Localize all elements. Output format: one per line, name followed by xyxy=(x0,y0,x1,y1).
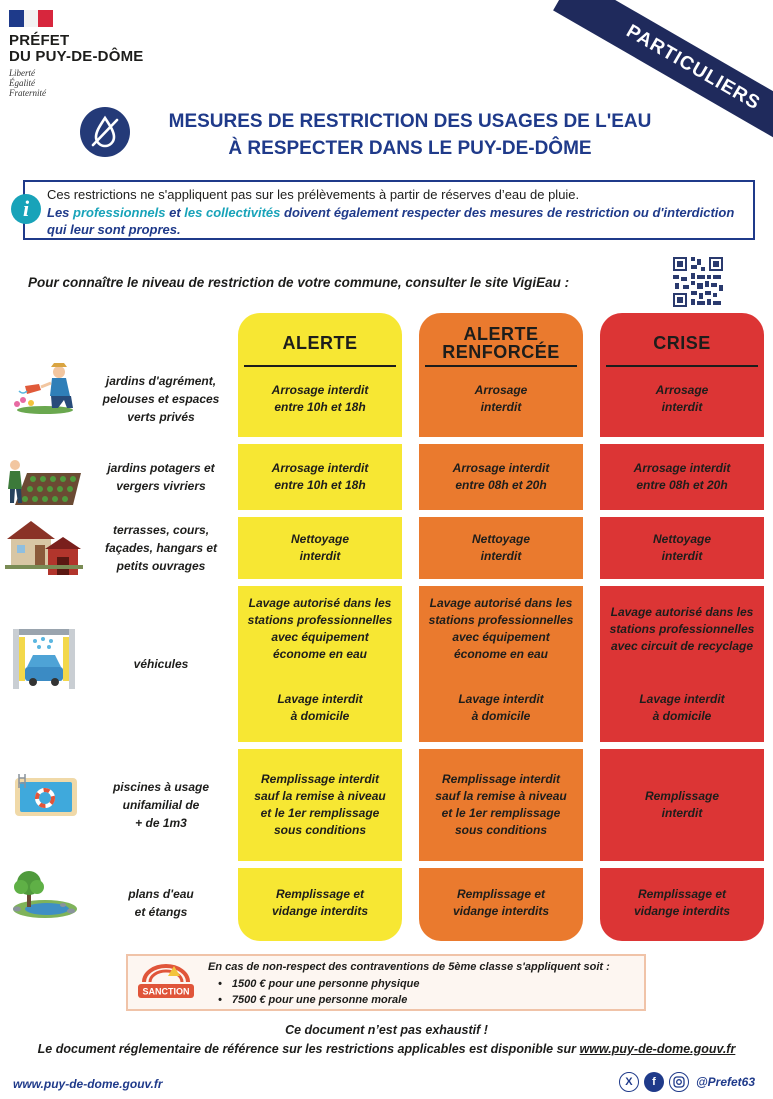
row-label-line: jardins potagers et xyxy=(107,461,215,475)
social-links xyxy=(619,1072,755,1092)
row-label-line: vergers vivriers xyxy=(116,479,206,493)
cell-renforcee-row-4-line: sauf la remise à niveau xyxy=(435,789,567,803)
cell-crise-row-2 xyxy=(600,517,764,579)
cell-crise-row-4-line: interdit xyxy=(661,806,703,820)
level-alerte-label: ALERTE xyxy=(282,333,358,353)
cell-renforcee-row-0 xyxy=(419,360,583,437)
row-label-4 xyxy=(86,749,236,861)
row-label-3 xyxy=(86,586,236,742)
cell-renforcee-row-3-home xyxy=(419,674,583,742)
cell-renforcee-row-4 xyxy=(419,749,583,861)
row-separator xyxy=(600,742,764,749)
cell-alerte-row-2-line: Nettoyage xyxy=(290,532,349,546)
cell-renforcee-row-0-line: Arrosage xyxy=(474,382,528,397)
cell-crise-row-0-line: Arrosage xyxy=(655,382,709,397)
cell-alerte-row-3-line: avec équipement xyxy=(271,630,369,644)
cell-renforcee-row-1-line: Arrosage interdit xyxy=(452,461,550,475)
cell-crise-row-0-line: interdit xyxy=(661,399,703,414)
level-crise xyxy=(600,321,764,365)
cell-alerte-row-5-line: vidange interdits xyxy=(271,904,369,918)
cell-renforcee-row-2-line: Nettoyage xyxy=(471,532,530,546)
reference-text: Le document réglementaire de référence sur les restrictions applicables est disponible sur xyxy=(37,1042,580,1056)
row-separator xyxy=(238,742,402,749)
row-label-line: façades, hangars et xyxy=(104,541,218,555)
row-label-1 xyxy=(86,444,236,510)
instagram-icon[interactable] xyxy=(669,1072,689,1092)
row-label-line: plans d'eau xyxy=(128,887,194,901)
row-separator xyxy=(419,579,583,586)
cell-crise-row-3 xyxy=(600,586,764,672)
cell-renforcee-row-3-home-line: Lavage interdit xyxy=(458,692,544,706)
row-label-line: verts privés xyxy=(127,409,195,424)
cell-renforcee-row-3-line: avec équipement xyxy=(452,630,550,644)
row-separator xyxy=(600,437,764,444)
ribbon-label: PARTICULIERS xyxy=(553,0,773,140)
cell-crise-row-2-line: Nettoyage xyxy=(652,532,711,546)
prefet-name xyxy=(9,33,169,65)
motto-fraternite: Fraternité xyxy=(9,88,46,98)
cell-alerte-row-1-line: Arrosage interdit xyxy=(271,461,369,475)
french-flag-icon xyxy=(9,10,53,27)
sanction-badge-label: SANCTION xyxy=(142,986,190,997)
vegetable-garden-icon xyxy=(5,453,83,508)
social-handle: @Prefet63 xyxy=(695,1075,755,1089)
cell-renforcee-row-4-line: Remplissage interdit xyxy=(441,772,561,786)
cell-renforcee-row-3 xyxy=(419,586,583,672)
cell-renforcee-row-5 xyxy=(419,868,583,938)
not-exhaustive-note: Ce document n’est pas exhaustif ! xyxy=(285,1023,488,1037)
cell-alerte-row-3-home-line: à domicile xyxy=(290,709,350,723)
cell-renforcee-row-3-line: Lavage autorisé dans les xyxy=(429,596,573,610)
cell-crise-row-4-line: Remplissage xyxy=(644,789,720,803)
row-separator xyxy=(238,437,402,444)
cell-crise-row-5-line: Remplissage et xyxy=(637,887,727,901)
row-label-line: véhicules xyxy=(133,657,189,671)
info-icon: i xyxy=(11,194,41,224)
title-line-1: MESURES DE RESTRICTION DES USAGES DE L'EAU xyxy=(168,111,652,132)
facebook-icon[interactable]: f xyxy=(644,1072,664,1092)
row-separator xyxy=(238,579,402,586)
title-line-2: À RESPECTER DANS LE PUY-DE-DÔME xyxy=(228,138,592,159)
prefecture-logo xyxy=(9,10,169,98)
cell-crise-row-1 xyxy=(600,444,764,510)
qr-code-icon[interactable] xyxy=(673,257,723,307)
cell-crise-row-4 xyxy=(600,749,764,861)
info-text-a: Les xyxy=(47,205,74,220)
info-box xyxy=(23,180,755,240)
gardener-icon xyxy=(5,360,83,415)
cell-renforcee-row-4-line: et le 1er remplissage xyxy=(441,806,561,820)
prefet-line-1: PRÉFET xyxy=(9,32,70,49)
cell-crise-row-3-line: Lavage autorisé dans les xyxy=(610,604,754,619)
cell-renforcee-row-1 xyxy=(419,444,583,510)
row-label-line: jardins d'agrément, xyxy=(105,373,217,388)
sanction-physical-person: • 1500 € pour une personne physique xyxy=(218,976,420,992)
cell-crise-row-3-home xyxy=(600,674,764,742)
cell-alerte-row-3 xyxy=(238,586,402,672)
cell-alerte-row-0 xyxy=(238,360,402,437)
cell-crise-row-5-line: vidange interdits xyxy=(633,904,731,918)
row-label-line: + de 1m3 xyxy=(135,816,187,830)
house-icon xyxy=(5,515,83,577)
row-separator xyxy=(419,437,583,444)
row-label-line: piscines à usage xyxy=(112,780,210,794)
motto xyxy=(9,68,169,98)
cell-alerte-row-4-line: et le 1er remplissage xyxy=(260,806,380,820)
row-label-2 xyxy=(86,517,236,579)
cell-alerte-row-2-line: interdit xyxy=(299,549,341,563)
cell-alerte-row-3-line: Lavage autorisé dans les xyxy=(248,596,392,610)
sanction-legal-person: • 7500 € pour une personne morale xyxy=(218,992,420,1008)
cell-crise-row-5 xyxy=(600,868,764,938)
cell-alerte-row-3-line: stations professionnelles xyxy=(247,613,393,627)
row-separator xyxy=(600,510,764,517)
level-alerte-renforcee xyxy=(419,321,583,365)
level-alerte xyxy=(238,321,402,365)
sanction-intro: En cas de non-respect des contraventions de 5ème classe s'appliquent soit : xyxy=(208,961,610,973)
cell-alerte-row-2 xyxy=(238,517,402,579)
row-label-line: et étangs xyxy=(134,905,188,919)
cell-renforcee-row-3-line: stations professionnelles xyxy=(428,613,574,627)
cell-alerte-row-4-line: Remplissage interdit xyxy=(260,772,380,786)
cell-crise-row-3-home-line: à domicile xyxy=(652,709,712,723)
info-collectivites: les collectivités xyxy=(184,205,281,220)
level-renforcee-line-2: RENFORCÉE xyxy=(442,342,560,362)
cell-renforcee-row-5-line: Remplissage et xyxy=(456,887,546,901)
cell-crise-row-1-line: entre 08h et 20h xyxy=(636,478,728,492)
cell-crise-row-2-line: interdit xyxy=(661,549,703,563)
row-label-5 xyxy=(86,868,236,938)
cell-alerte-row-4-line: sous conditions xyxy=(273,823,366,837)
cell-renforcee-row-4-line: sous conditions xyxy=(454,823,547,837)
info-professionals xyxy=(47,204,747,238)
row-separator xyxy=(419,861,583,868)
page-title xyxy=(120,108,700,162)
row-label-line: pelouses et espaces xyxy=(102,391,220,406)
motto-liberte: Liberté xyxy=(9,68,35,78)
cell-renforcee-row-5-line: vidange interdits xyxy=(452,904,550,918)
cell-alerte-row-4 xyxy=(238,749,402,861)
cell-alerte-row-3-home-line: Lavage interdit xyxy=(277,692,363,706)
sanction-box xyxy=(126,954,646,1011)
cell-renforcee-row-3-home-line: à domicile xyxy=(471,709,531,723)
cell-alerte-row-5 xyxy=(238,868,402,938)
row-label-line: petits ouvrages xyxy=(116,559,206,573)
info-text-b: et xyxy=(165,205,185,220)
info-professionnels: professionnels xyxy=(73,205,166,220)
cell-alerte-row-4-line: sauf la remise à niveau xyxy=(254,789,386,803)
cell-crise-row-3-line: stations professionnelles xyxy=(609,621,755,636)
cell-renforcee-row-2 xyxy=(419,517,583,579)
sanction-icon xyxy=(136,964,196,1004)
cell-renforcee-row-1-line: entre 08h et 20h xyxy=(455,478,547,492)
x-icon[interactable]: X xyxy=(619,1072,639,1092)
row-separator xyxy=(600,579,764,586)
cell-alerte-row-0-line: Arrosage interdit xyxy=(271,382,369,397)
cell-alerte-row-1-line: entre 10h et 18h xyxy=(274,478,366,492)
prefet-line-2: DU PUY-DE-DÔME xyxy=(9,48,144,65)
row-separator xyxy=(238,861,402,868)
info-rain-water: Ces restrictions ne s'appliquent pas sur les prélèvements à partir de réserves d’eau de pluie. xyxy=(47,187,580,202)
cell-alerte-row-0-line: entre 10h et 18h xyxy=(274,399,366,414)
reference-link[interactable]: www.puy-de-dome.gouv.fr xyxy=(579,1042,736,1056)
cell-alerte-row-1 xyxy=(238,444,402,510)
cell-crise-row-0 xyxy=(600,360,764,437)
row-label-line: terrasses, cours, xyxy=(112,523,210,537)
cell-renforcee-row-0-line: interdit xyxy=(480,399,522,414)
cell-renforcee-row-2-line: interdit xyxy=(480,549,522,563)
motto-egalite: Égalité xyxy=(9,78,35,88)
reference-document-note xyxy=(0,1040,773,1059)
pond-icon xyxy=(5,865,83,920)
cell-alerte-row-3-line: économe en eau xyxy=(272,647,368,661)
car-wash-icon xyxy=(5,625,83,693)
cell-renforcee-row-3-line: économe en eau xyxy=(453,647,549,661)
sanction-list xyxy=(218,976,420,1008)
row-separator xyxy=(419,510,583,517)
cell-crise-row-1-line: Arrosage interdit xyxy=(633,461,731,475)
cell-crise-row-3-line: avec circuit de recyclage xyxy=(610,638,754,653)
row-separator xyxy=(419,742,583,749)
row-separator xyxy=(600,861,764,868)
level-renforcee-line-1: ALERTE xyxy=(463,324,539,344)
cell-crise-row-3-home-line: Lavage interdit xyxy=(639,692,725,706)
row-label-0 xyxy=(86,360,236,437)
cell-alerte-row-3-home xyxy=(238,674,402,742)
row-separator xyxy=(238,510,402,517)
level-crise-label: CRISE xyxy=(653,333,711,353)
vigieau-text: Pour connaître le niveau de restriction de votre commune, consulter le site VigiEau : xyxy=(28,275,570,290)
info-text-c: doivent également respecter des mesures de restriction ou d'interdiction qui leur sont propres. xyxy=(47,205,735,237)
footer-website-link[interactable]: www.puy-de-dome.gouv.fr xyxy=(13,1077,163,1091)
cell-alerte-row-5-line: Remplissage et xyxy=(275,887,365,901)
pool-icon xyxy=(5,770,83,820)
row-label-line: unifamilial de xyxy=(122,798,200,812)
